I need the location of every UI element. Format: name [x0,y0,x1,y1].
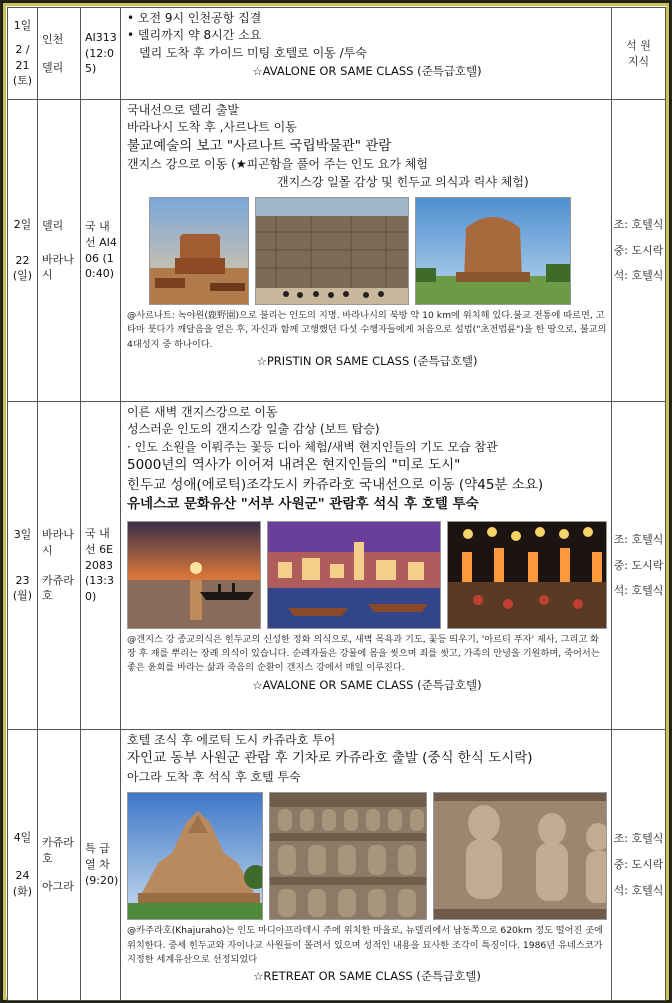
schedule-line: 국내선으로 델리 출발 [127,103,239,117]
meal-item: 중: 도시락 [613,558,664,572]
schedule-line: • 오전 9시 인천공항 집결 [127,11,262,25]
transport-cell: AI313 (12:05) [81,8,121,100]
ganges-ghat-night-photo [267,521,441,629]
khajuraho-note: @카주라호(Khajuraho)는 인도 마디아프라데시 주에 위치한 마을로, 뉴델리에서 남동쪽으로 620km 정도 떨어진 곳에 위치한다. 중세 힌두교와 자이나교 사원들이 몰려서 있으며 성적인 내용을 묘사한 조각이 특징이다. 1986년 유네스코가 지정한 세계유산으로 선정되었다 [127,925,604,965]
hotel-info: ☆PRISTIN OR SAME CLASS (준특급호텔) [256,353,478,368]
transport-cell: 특 급 열 차 (9:20) [81,730,121,1001]
city-cell [38,402,81,730]
schedule-line: 갠지스 강으로 이동 (★피곤함을 풀어 주는 인도 요가 체험 [127,157,428,172]
transport-cell: 국 내 선 6E2083 (13:30) [81,402,121,730]
day-weekday: (토) [12,74,33,88]
day-date: 2 / [15,42,30,56]
khajuraho-temple-photo [127,792,263,920]
stupa-park-photo [415,197,571,305]
meal-item: 지식 [627,54,650,68]
schedule-line: • 델리까지 약 8시간 소요 [127,28,262,43]
itinerary-frame [3,3,669,1000]
meal-item: 중: 도시락 [613,243,664,257]
day-date: 23 [15,573,30,587]
aarti-ceremony-photo [447,521,607,629]
temple-carvings-photo [269,792,426,920]
day-date-day: 21 [15,58,30,72]
city-name: 아그라 [42,879,74,893]
day-weekday: (일) [12,269,33,283]
meal-cell [612,730,666,1001]
city-cell [38,100,81,402]
schedule-line: 불교예술의 보고 "사르나트 국립박물관" 관람 [127,137,392,154]
schedule-line: 힌두교 성애(에로틱)조각도시 카쥬라호 국내선으로 이동 (약45분 소요) [127,476,544,493]
meal-cell [612,100,666,402]
itinerary-table [7,7,666,1001]
photo-strip [127,197,607,305]
day-weekday: (월) [12,589,33,603]
day-cell [8,730,38,1001]
schedule-line: 바라나시 도착 후 ,사르나트 이동 [127,120,297,135]
schedule-cell [121,730,612,1001]
schedule-line: 아그라 도착 후 석식 후 호텔 투숙 [127,769,301,784]
meal-cell [612,8,666,100]
schedule-line: 이른 새벽 갠지스강으로 이동 [127,405,278,419]
ganges-sunset-photo [127,521,261,629]
meal-item: 중: 도시락 [613,858,664,872]
day-number: 2일 [13,217,32,231]
meal-item: 조: 호텔식 [613,217,664,231]
schedule-line: · 인도 소원을 이뤄주는 꽃등 디아 체험/새벽 현지인들의 기도 모습 참관 [127,439,498,454]
city-cell [38,8,81,100]
day-cell [8,402,38,730]
day-number: 4일 [13,831,32,845]
meal-item: 석: 호텔식 [613,883,664,897]
city-name: 카쥬라호 [42,836,74,866]
hotel-info: ☆AVALONE OR SAME CLASS (준특급호텔) [252,64,482,79]
meal-item: 조: 호텔식 [613,832,664,846]
schedule-line: 성스러운 인도의 갠지스강 일출 감상 (보트 탑승) [127,422,380,437]
photo-strip [127,521,607,629]
day-row [8,402,666,730]
schedule-cell [121,402,612,730]
day-number: 1일 [13,18,32,32]
schedule-line: 델리 도착 후 가이드 미팅 호텔로 이동 /투숙 [139,45,367,60]
stupa-wall-photo [255,197,409,305]
hotel-info: ☆RETREAT OR SAME CLASS (준특급호텔) [253,969,481,984]
city-cell [38,730,81,1001]
meal-item: 석 원 [626,38,651,52]
schedule-line: 유네스코 문화유산 "서부 사원군" 관람후 석식 후 호텔 투숙 [127,496,479,513]
schedule-line: 자인교 동부 사원군 관람 후 기차로 카쥬라호 출발 (중식 한식 도시락) [127,750,533,767]
city-name: 델리 [42,218,64,232]
day-number: 3일 [13,527,32,541]
city-name: 인천 [42,32,64,46]
schedule-cell [121,8,612,100]
day-row [8,8,666,100]
city-name: 카쥬라호 [42,573,74,603]
city-name: 바라나시 [42,252,74,282]
sarnath-note: @사르나트: 녹야원(鹿野園)으로 불리는 인도의 지명. 바라나시의 북방 약 10 km에 위치해 있다.불교 전통에 따르면, 고타마 붓다가 깨달음을 얻은 후, 자신과 함께 고행했던 다섯 수행자들에게 처음으로 설법("초전법륜")을 한 땅으로, 불교의 4대성지 중 하나이다. [127,310,607,350]
day-date: 22 [15,253,30,267]
city-name: 델리 [42,60,64,74]
transport-cell: 국 내 선 AI406 (10:40) [81,100,121,402]
stupa-photo [149,197,249,305]
day-row [8,730,666,1001]
ganges-note: @갠지스 강 종교의식은 힌두교의 신성한 정화 의식으로, 새벽 목욕과 기도, 꽃등 띄우기, '아르티 푸자' 제사, 그리고 화장 후 재를 뿌리는 장례 의식이 있습니다. 순례자들은 강물에 몸을 씻으며 죄를 씻고, 가족의 안녕을 기원하며, 죽어서는 좋은 윤회를 바라는 삶과 죽음의 순환이 갠지스 강에서 매일 이루진다. [127,633,600,674]
day-cell [8,8,38,100]
meal-item: 석: 호텔식 [613,584,664,598]
schedule-line: 갠지스강 일몰 감상 및 힌두교 의식과 릭샤 체험) [277,174,529,189]
schedule-line: 호텔 조식 후 에로틱 도시 카쥬라호 투어 [127,733,336,747]
schedule-line: 5000년의 역사가 이어져 내려온 현지인들의 "미로 도시" [127,457,461,474]
city-name: 바라나시 [42,527,74,557]
photo-strip [127,792,607,920]
meal-cell [612,402,666,730]
day-weekday: (화) [12,884,33,898]
meal-item: 석: 호텔식 [613,269,664,283]
erotic-sculpture-photo [433,792,607,920]
meal-item: 조: 호텔식 [613,532,664,546]
day-row [8,100,666,402]
hotel-info: ☆AVALONE OR SAME CLASS (준특급호텔) [252,677,482,692]
day-date: 24 [15,869,30,883]
schedule-cell [121,100,612,402]
day-cell [8,100,38,402]
